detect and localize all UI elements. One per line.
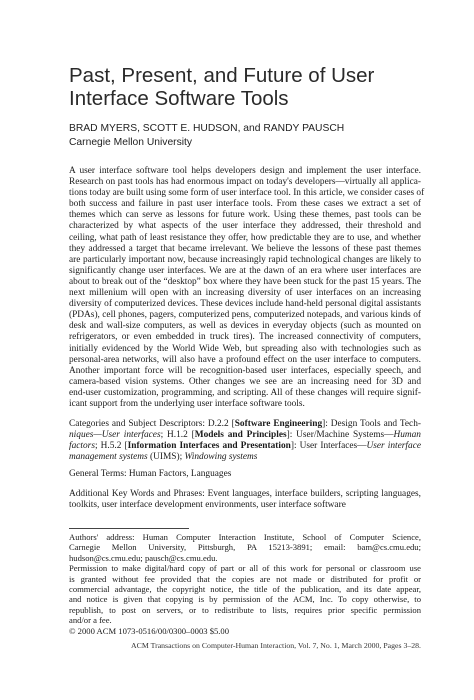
abstract-line: themes which can serve as lessons for future work. Using these themes, past tools can be [69, 210, 421, 221]
footnote-line: and notice is given that copying is by permission of the ACM, Inc. To copy otherwise, to [69, 594, 421, 605]
abstract-line: A user interface software tool helps developers design and implement the user interface. [69, 166, 421, 176]
keywords: Additional Key Words and Phrases: Event languages, interface builders, scripting languages, toolkits, user interface development environments, user interface software [69, 489, 421, 511]
footnote-line: and/or a fee. [69, 615, 112, 626]
abstract-line: ceiling, what path of least resistance they offer, how predictable they are to use, and whether [69, 232, 421, 243]
abstract-line: about to break out of the “desktop” box where they have been stuck for the past 15 years. The [69, 276, 421, 287]
footnote-line: Carnegie Mellon University, Pittsburgh, PA 15213-3891; email: bam@cs.cmu.edu; [69, 542, 421, 553]
abstract-line: tions today are built using some form of user interface tool. In this article, we consider cases of [69, 188, 425, 199]
abstract-line: refrigerators, or even embedded in truck tires). The increased connectivity of computers, [69, 332, 421, 343]
footnote-line: hudson@cs.cmu.edu; pausch@cs.cmu.edu. [69, 552, 218, 563]
abstract-line: characterized by what aspects of the user interface they addressed, their threshold and [69, 221, 421, 232]
abstract-line: (PDAs), cell phones, pagers, computerized pens, computerized notepads, and various kinds of [69, 310, 421, 321]
abstract-line: diversity of computerized devices. These devices include hand-held personal digital assistants [69, 299, 421, 310]
footnote-line: Authors' address: Human Computer Interaction Institute, School of Computer Science, [69, 532, 421, 542]
abstract-line: both success and failure in past user interface tools. From these cases we extract a set of [69, 199, 421, 210]
abstract-line: next millenium will open with an increasing diversity of user interfaces on an increasing [69, 288, 421, 299]
categories-descriptors [69, 419, 421, 463]
footnote [69, 532, 421, 636]
title-line-2: Interface Software Tools [69, 87, 289, 110]
abstract-line: Another important force will be recognition-based user interfaces, especially speech, and [69, 365, 421, 376]
abstract-line: personal-area networks, will also have a profound effect on the user interface to computers. [69, 354, 421, 365]
footnote-line: republish, to post on servers, or to redistribute to lists, requires prior specific permission [69, 604, 421, 615]
general-terms: General Terms: Human Factors, Languages [69, 469, 232, 479]
abstract-line: end-user customization, programming, and scripting. All of these changes will require signif- [69, 387, 421, 398]
journal-citation: ACM Transactions on Computer-Human Interaction, Vol. 7, No. 1, March 2000, Pages 3–28. [131, 641, 421, 650]
abstract-line: desk and wall-size computers, as well as devices in everyday objects (such as mounted on [69, 321, 421, 332]
author-list: BRAD MYERS, SCOTT E. HUDSON, and RANDY PAUSCH [69, 123, 345, 134]
affiliation: Carnegie Mellon University [69, 137, 193, 148]
footnote-line: is granted without fee provided that the copies are not made or distributed for profit or [69, 573, 421, 584]
abstract [69, 166, 425, 410]
abstract-line: significantly change user interfaces. We are at the dawn of an era where user interfaces are [69, 265, 421, 276]
abstract-line: initially evidenced by the World Wide Web, but spreading also with technologies such as [69, 343, 421, 354]
footnote-line: Permission to make digital/hard copy of part or all of this work for personal or classroom use [69, 563, 421, 574]
abstract-line: Research on past tools has had enormous impact on today's developers—virtually all applica- [69, 177, 421, 188]
categories-line: Categories and Subject Descriptors: D.2.2 [Software Engineering]: Design Tools and Tech- [69, 419, 421, 429]
categories-line: factors; H.5.2 [Information Interfaces and Presentation]: User Interfaces—User interface [69, 441, 421, 452]
footnote-line: commercial advantage, the copyright notice, the title of the publication, and its date appear, [69, 584, 421, 595]
copyright-line: © 2000 ACM 1073-0516/00/0300–0003 $5.00 [69, 625, 230, 636]
abstract-line: they addressed a target that became irrelevant. We believe the lessons of these past themes [69, 243, 421, 254]
categories-line: management systems (UIMS); Windowing systems [69, 452, 258, 463]
categories-line: niques—User interfaces; H.1.2 [Models and Principles]: User/Machine Systems—Human [69, 430, 421, 441]
abstract-line: icant support from the underlying user interface software tools. [69, 398, 305, 409]
title-line-1: Past, Present, and Future of User [69, 64, 375, 87]
abstract-line: are particularly important now, because increasingly rapid technological changes are likely to [69, 254, 421, 265]
footnote-divider [69, 528, 189, 529]
paper-title [69, 64, 449, 110]
abstract-line: camera-based vision systems. Other changes we see are an increasing need for 3D and [69, 376, 421, 387]
